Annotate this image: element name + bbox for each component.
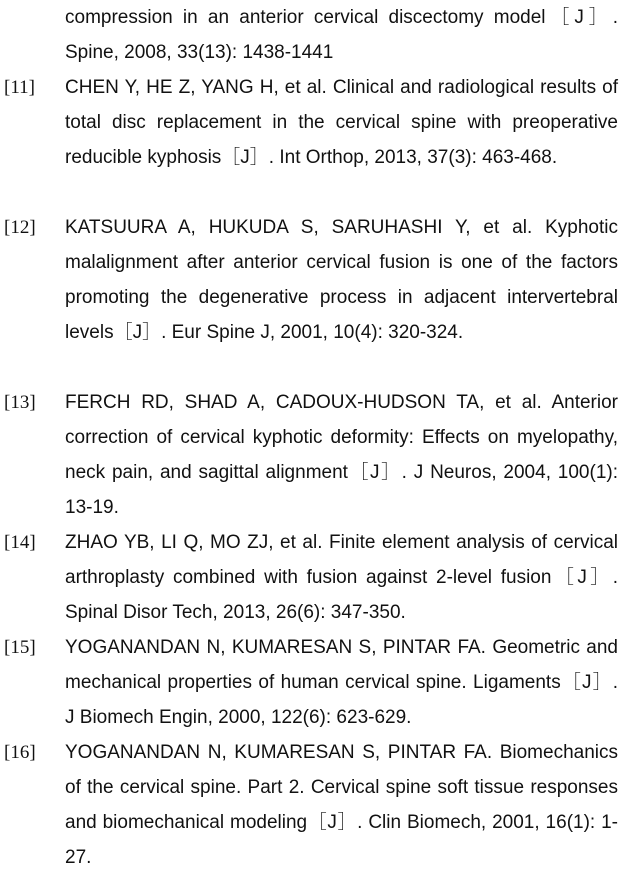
reference-number: [15] <box>4 637 36 658</box>
reference-text: CHEN Y, HE Z, YANG H, et al. Clinical and radiological results of total disc replacement in the cervical spine with preoperative reducible kyphosis［J］. Int Orthop, 2013, 37(3): 463-468. <box>65 77 618 168</box>
reference-text: ZHAO YB, LI Q, MO ZJ, et al. Finite element analysis of cervical arthroplasty combined with fusion against 2-level fusion［J］. Spinal Disor Tech, 2013, 26(6): 347-350. <box>65 532 618 623</box>
reference-number: [13] <box>4 392 36 413</box>
reference-text: YOGANANDAN N, KUMARESAN S, PINTAR FA. Geometric and mechanical properties of human cervical spine. Ligaments［J］. J Biomech Engin, 2000, 122(6): 623-629. <box>65 637 618 728</box>
reference-number: [12] <box>4 217 36 238</box>
reference-number: [14] <box>4 532 36 553</box>
reference-text: compression in an anterior cervical discectomy model［J］. Spine, 2008, 33(13): 1438-1441 <box>65 7 618 63</box>
reference-text: YOGANANDAN N, KUMARESAN S, PINTAR FA. Biomechanics of the cervical spine. Part 2. Cervical spine soft tissue responses and biomechanical modeling［J］. Clin Biomech, 2001, 16(1): 1-27. <box>65 742 618 868</box>
reference-number: [16] <box>4 742 36 763</box>
reference-text: FERCH RD, SHAD A, CADOUX-HUDSON TA, et al. Anterior correction of cervical kyphotic deformity: Effects on myelopathy, neck pain, and sagittal alignment［J］. J Neuros, 2004, 100(1): 13-19. <box>65 392 618 518</box>
reference-number: [11] <box>4 77 35 98</box>
reference-text: KATSUURA A, HUKUDA S, SARUHASHI Y, et al. Kyphotic malalignment after anterior cervical fusion is one of the factors promoting the degenerative process in adjacent intervertebral levels［J］. Eur Spine J, 2001, 10(4): 320-324. <box>65 217 618 343</box>
